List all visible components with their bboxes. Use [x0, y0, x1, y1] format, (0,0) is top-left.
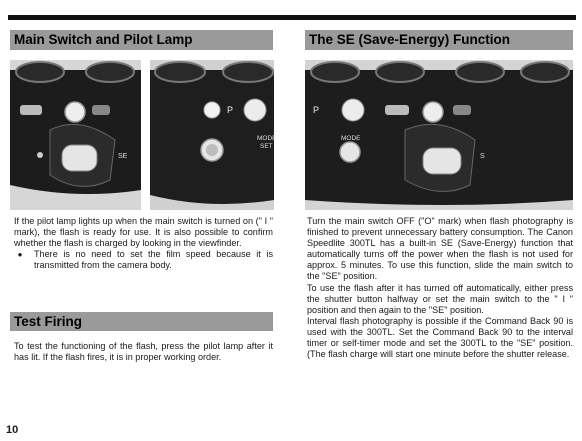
set-label: SET	[260, 143, 273, 150]
save-energy-text	[307, 216, 573, 360]
page-number: 10	[6, 424, 19, 436]
mode-label: MODE	[257, 135, 277, 142]
photo-main-switch	[10, 60, 141, 210]
photo-pilot-lamp	[150, 60, 277, 210]
bullet-dot-icon: ●	[17, 250, 23, 260]
main-switch-text	[14, 216, 273, 271]
test-firing-text	[14, 341, 273, 363]
se-paragraph-1: Turn the main switch OFF ("O" mark) when flash photography is finished to prevent unnecessary battery consumption. The Canon Speedlite 300TL has a built-in SE (Save-Energy) function that automatically turns off the power when the flash is not used for approx. 5 minutes. To use this function, slide the main switch to the "SE" position.	[307, 216, 573, 282]
section-header-save-energy: The SE (Save-Energy) Function	[305, 30, 573, 50]
film-speed-bullet	[14, 249, 273, 271]
photo-se-function	[305, 60, 573, 210]
se-paragraph-2: To use the flash after it has turned off automatically, either press the shutter button halfway or set the main switch to the " I " position and then again to the "SE" position.	[307, 282, 573, 315]
top-rule	[8, 15, 576, 20]
right-s-label: S	[480, 153, 485, 160]
se-paragraph-3: Interval flash photography is possible if the Command Back 90 is used with the 300TL. Set the Command Back 90 to the interval timer or self-timer mode and set the 300TL to the "SE" position. (The flash charge will start one minute before the shutter release.	[307, 315, 573, 360]
se-label: SE	[118, 153, 128, 160]
right-mode-label: MODE	[341, 135, 361, 142]
p-label: P	[227, 105, 234, 115]
section-header-main-switch: Main Switch and Pilot Lamp	[10, 30, 273, 50]
bullet-text: There is no need to set the film speed because it is transmitted from the camera body.	[34, 249, 273, 271]
main-switch-paragraph: If the pilot lamp lights up when the main switch is turned on (" I " mark), the flash is ready for use. It is also possible to confirm whether the flash is charged by looking in the viewfinder.	[14, 216, 273, 249]
right-p-label: P	[313, 105, 320, 115]
section-header-test-firing: Test Firing	[10, 312, 273, 331]
test-firing-paragraph: To test the functioning of the flash, press the pilot lamp after it has lit. If the flash fires, it is in proper working order.	[14, 341, 273, 363]
